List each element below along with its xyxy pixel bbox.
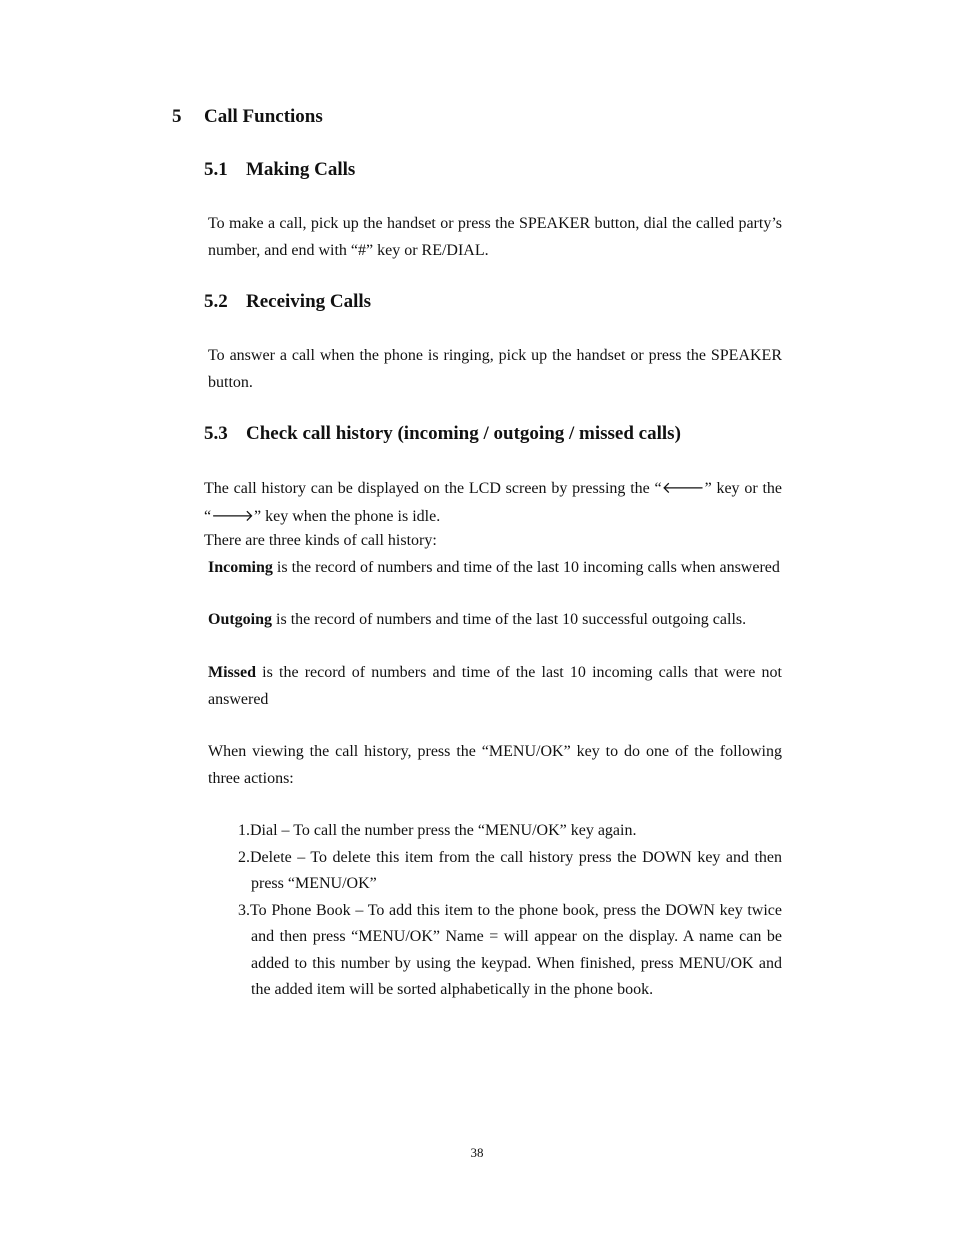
outgoing-definition	[208, 607, 782, 634]
section-heading-5-2	[204, 291, 371, 313]
incoming-definition	[208, 555, 782, 582]
missed-definition	[208, 660, 782, 713]
call-history-intro	[204, 475, 782, 530]
receiving-calls-paragraph: To answer a call when the phone is ringing, pick up the handset or press the SPEAKER button.	[208, 347, 782, 391]
list-item: 3.To Phone Book – To add this item to the phone book, press the DOWN key twice and then press “MENU/OK” Name = will appear on the display. A name can be added to this number by using the keypad. When finished, press MENU/OK and the added item will be sorted alphabetically in the phone book.	[238, 901, 782, 998]
list-item: 2.Delete – To delete this item from the call history press the DOWN key and then press “MENU/OK”	[238, 848, 782, 892]
section-title: Making Calls	[246, 159, 356, 180]
chapter-title: Call Functions	[204, 106, 323, 127]
page-number: 38	[470, 1145, 484, 1160]
section-number: 5.3	[204, 423, 228, 444]
list-item: 1.Dial – To call the number press the “MENU/OK” key again.	[238, 822, 637, 839]
section-number: 5.1	[204, 159, 228, 180]
intro-text: ” key or the “	[204, 480, 783, 525]
incoming-label: Incoming	[208, 559, 273, 576]
section-heading-5-1	[204, 159, 355, 181]
missed-label: Missed	[208, 664, 256, 681]
right-arrow-icon: 🡒	[211, 505, 255, 525]
section-number: 5.2	[204, 291, 228, 312]
outgoing-text: is the record of numbers and time of the last 10 successful outgoing calls.	[272, 611, 747, 628]
section-title: Receiving Calls	[246, 291, 372, 312]
left-arrow-icon: 🡐	[661, 478, 705, 497]
making-calls-paragraph: To make a call, pick up the handset or press the SPEAKER button, dial the called party’s number, and end with “#” key or RE/DIAL.	[208, 215, 782, 259]
section-heading-5-3	[204, 423, 681, 445]
viewing-paragraph: When viewing the call history, press the “MENU/OK” key to do one of the following three actions:	[208, 743, 782, 787]
incoming-text: is the record of numbers and time of the last 10 incoming calls when answered	[272, 559, 780, 576]
section-title: Check call history (incoming / outgoing / missed calls)	[246, 423, 681, 444]
intro-text: ” key when the phone is idle.	[254, 507, 441, 525]
chapter-heading	[172, 106, 323, 128]
kinds-line: There are three kinds of call history:	[204, 532, 437, 549]
outgoing-label: Outgoing	[208, 611, 273, 628]
actions-list	[238, 818, 782, 1004]
chapter-number: 5	[172, 106, 182, 127]
missed-text: is the record of numbers and time of the last 10 incoming calls that were not answered	[208, 664, 782, 708]
intro-text: The call history can be displayed on the LCD screen by pressing the “	[204, 480, 662, 497]
